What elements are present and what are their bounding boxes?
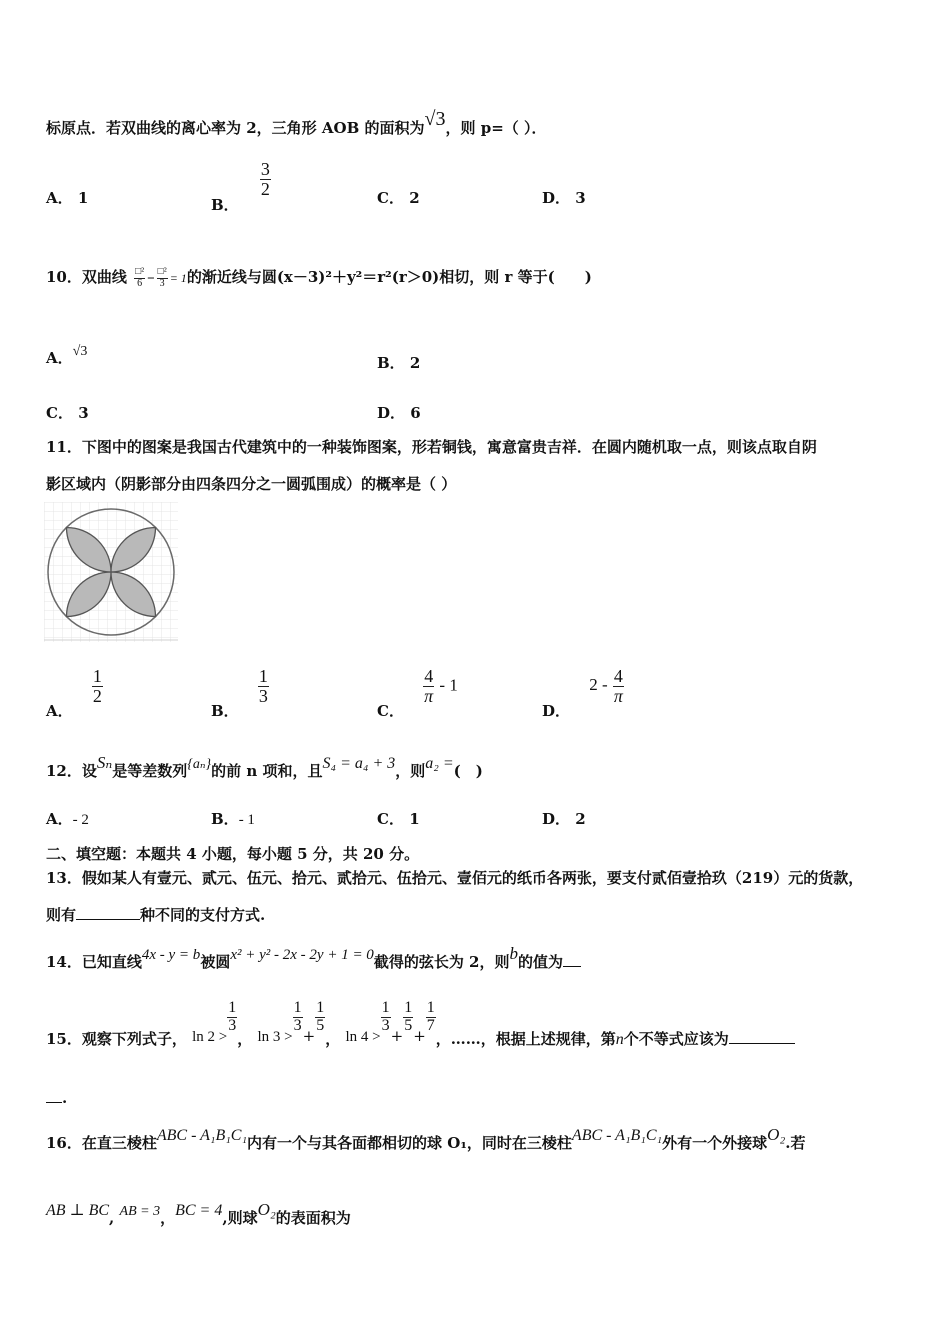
q12-option-b: B．- 1	[211, 810, 255, 828]
q11-option-c: C． $\frac{4}{\pi}$ - 1	[377, 666, 458, 721]
q15-answer-blank-cont[interactable]	[46, 1088, 62, 1103]
q10-option-d: D． 6	[377, 404, 421, 422]
section-2-heading: 二、填空题：本题共 4 小题，每小题 5 分，共 20 分。	[46, 845, 420, 863]
q15-line-2: .	[46, 1088, 67, 1107]
q9-option-b-fraction: $\frac{3}{2}$	[260, 159, 270, 199]
q15-stem: 15．观察下列式子， ln 2 > $\frac{1}{3}$ ， ln 3 > $\frac{1}{3}$ + $\frac{1}{5}$ ， ln 4 > $\frac{1}{3}$ + $\frac{1}{5}$ + $\frac{1}{7}$ ，……，根据上述规律，第n个不等式应该为	[46, 1000, 795, 1035]
q13-line-1: 13．假如某人有壹元、贰元、伍元、拾元、贰拾元、伍拾元、壹佰元的纸币各两张，要支付贰佰壹拾玖（219）元的货款，	[46, 869, 864, 887]
q16-line-2: AB ⊥ BC, AB = 3，BC = 4,则球O₂的表面积为	[46, 1200, 351, 1227]
q10-option-a: A．√3	[46, 344, 88, 367]
q12-option-a: A．- 2	[46, 810, 89, 828]
q11-option-b: B． $\frac{1}{3}$	[211, 666, 268, 721]
coin-pattern-svg	[44, 502, 178, 642]
q12-option-d: D． 2	[542, 810, 586, 828]
q9-option-c: C． 2	[377, 189, 420, 207]
q10-option-c: C． 3	[46, 404, 89, 422]
q13-line-2: 则有 种不同的支付方式.	[46, 906, 266, 924]
q9-stem-text: 标原点．若双曲线的离心率为 2，三角形 AOB 的面积为	[46, 119, 425, 137]
q9-option-d: D． 3	[542, 189, 586, 207]
q9-option-b: B． $\frac{3}{2}$	[211, 159, 270, 215]
q9-option-a: A． 1	[46, 189, 89, 207]
q10-hyperbola-term-1: $\frac{\text{□²}}{6}$	[135, 266, 145, 289]
q10-option-b: B． 2	[377, 354, 421, 372]
q9-stem	[46, 108, 547, 139]
q15-answer-blank[interactable]	[729, 1029, 795, 1044]
q14-answer-blank[interactable]	[563, 952, 581, 967]
q11-option-a: A． $\frac{1}{2}$	[46, 666, 102, 721]
q12-option-c: C． 1	[377, 810, 420, 828]
q11-option-d: D． 2 - $\frac{4}{\pi}$	[542, 666, 623, 721]
q14-stem: 14．已知直线4x - y = b被圆x² + y² - 2x - 2y + 1 = 0截得的弦长为 2，则b的值为	[46, 951, 581, 972]
q9-area-value: √3	[424, 108, 446, 130]
q10-hyperbola-rhs: = 1	[169, 271, 187, 285]
q9-tail-text: ，则 p=（ ）．	[445, 119, 547, 137]
q16-stem: 16．在直三棱柱ABC - A₁B₁C₁内有一个与其各面都相切的球 O₁，同时在三棱柱ABC - A₁B₁C₁外有一个外接球O₂.若	[46, 1125, 806, 1152]
q10-stem-text: 的渐近线与圆(x－3)²＋y²＝r²(r＞0)相切，则 r 等于( )	[186, 268, 592, 286]
q12-stem: 12．设Sₙ是等差数列{aₙ}的前 n 项和，且S₄ = a₄ + 3，则a₂ =( )	[46, 753, 483, 780]
q11-line-1: 11．下图中的图案是我国古代建筑中的一种装饰图案，形若铜钱，寓意富贵吉祥．在圆内随机取一点，则该点取自阴	[46, 438, 817, 456]
q10-stem: 10．双曲线 $\frac{\text{□²}}{6}$ – $\frac{\text{□²}}{3}$ = 1的渐近线与圆(x－3)²＋y²＝r²(r＞0)相切，则 r 等于( )	[46, 266, 592, 289]
coin-pattern-figure	[44, 502, 178, 646]
q10-hyperbola-term-2: $\frac{\text{□²}}{3}$	[157, 266, 167, 289]
q11-line-2: 影区域内（阴影部分由四条四分之一圆弧围成）的概率是（ ）	[46, 475, 457, 493]
q13-answer-blank[interactable]	[76, 905, 140, 920]
